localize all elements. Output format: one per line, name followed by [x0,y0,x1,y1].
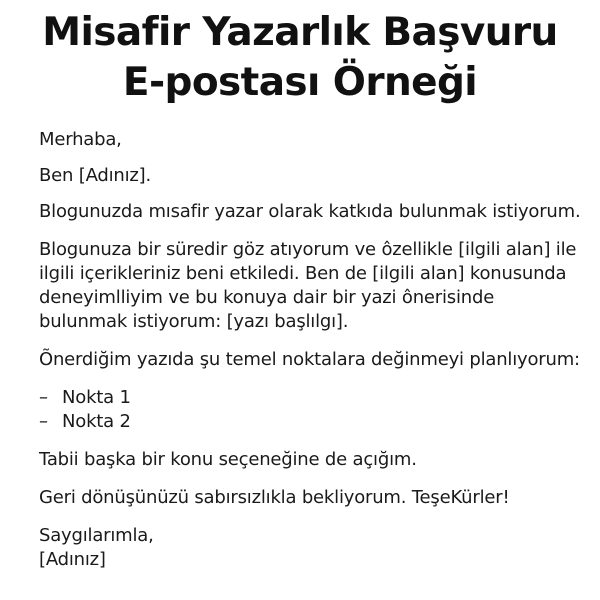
closing-line: Geri dönüşünüzü sabırsızlıkla bekliyorum. TeşeKürler! [39,487,510,508]
points-list [39,386,579,434]
point-text: Nokta 1 [62,387,131,408]
points-intro: Õnerdiğim yazıda şu temel noktalara değinmeyi planlıyorum: [39,349,580,370]
title-line-2: E-postası Örneği [122,60,478,105]
point-text: Nokta 2 [62,411,131,432]
signature: [Adınız] [39,549,106,570]
list-item [39,386,579,410]
alternative-line: Tabii başka bir konu seçeneğine de açığım. [39,449,417,470]
paragraph-line-2: ilgili içerikleriniz beni etkiledi. Ben de [ilgili alan] konusunda [39,263,567,284]
greeting: Merhaba, [39,129,122,150]
dash-marker: – [39,411,48,432]
title-line-1: Misafir Yazarlık Başvuru [42,10,558,55]
paragraph-line-1: Blogunuza bir süredir göz atıyorum ve ôzellikle [ilgili alan] ile [39,239,577,260]
dash-marker: – [39,387,48,408]
paragraph-line-4: bulunmak istiyorum: [yazı başlılgı]. [39,311,349,332]
email-body [39,128,579,572]
page-title [0,8,600,108]
paragraph-line-3: deneyimlliyim ve bu konuya dair bir yazi ônerisinde [39,287,495,308]
intro-line: Ben [Adınız]. [39,165,152,186]
main-paragraph [39,238,579,334]
list-item [39,410,579,434]
sign-off: Saygılarımla, [39,525,154,546]
purpose-line: Blogunuzda mısafir yazar olarak katkıda bulunmak istiyorum. [39,201,581,222]
